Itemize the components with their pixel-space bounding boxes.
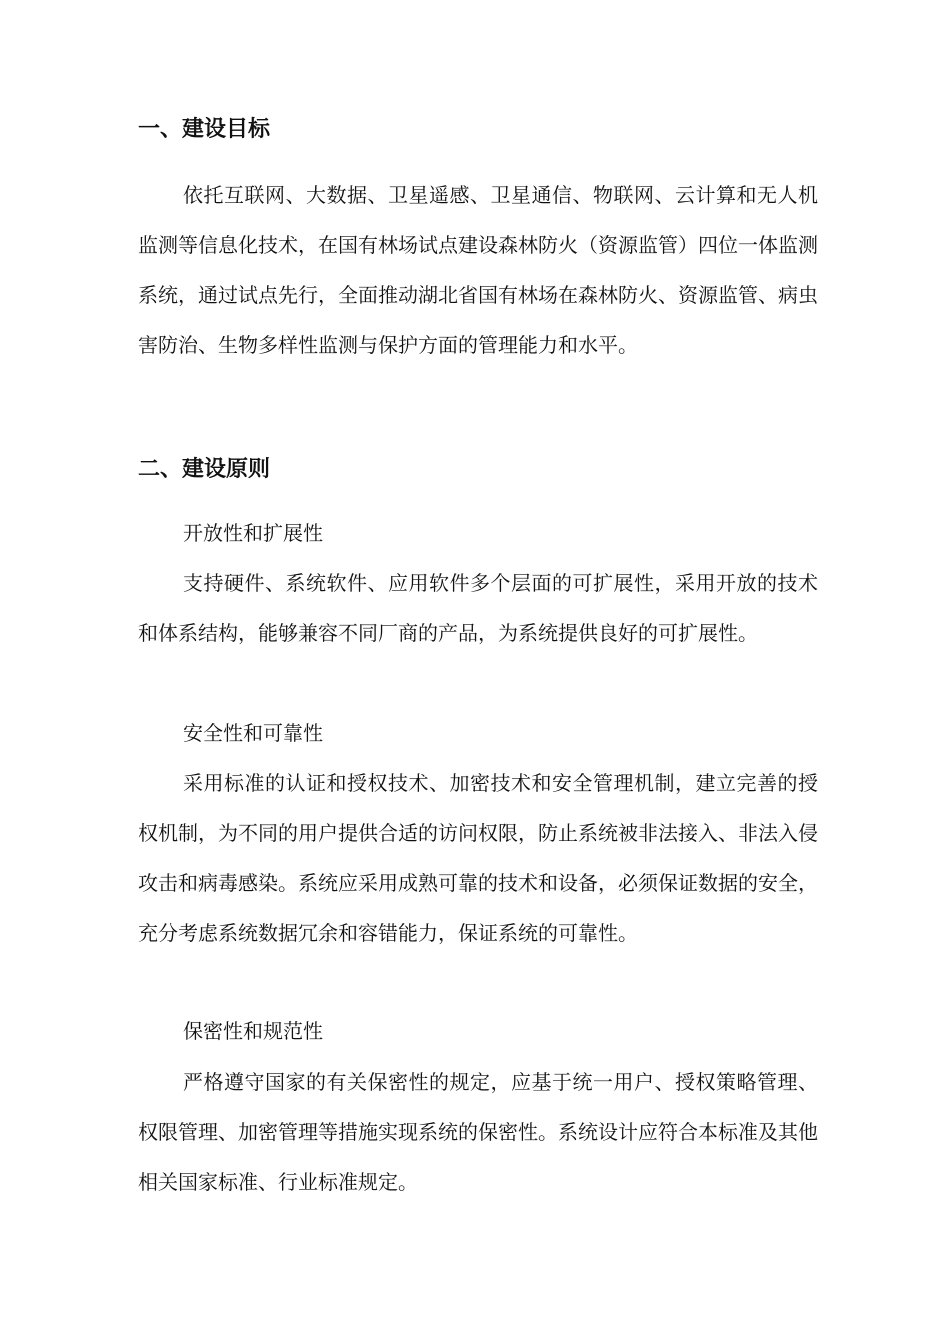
section-heading-goals: 一、建设目标 (138, 117, 271, 142)
document-page (138, 0, 818, 1344)
section-heading-principles: 二、建设原则 (138, 457, 271, 482)
principle-title-confidentiality: 保密性和规范性 (183, 1019, 323, 1043)
principle-title-security: 安全性和可靠性 (183, 721, 323, 745)
principle-body-security: 采用标准的认证和授权技术、加密技术和安全管理机制，建立完善的授权机制，为不同的用户提供合适的访问权限，防止系统被非法接入、非法入侵攻击和病毒感染。系统应采用成熟可靠的技术和设备，必须保证数据的安全，充分考虑系统数据冗余和容错能力，保证系统的可靠性。 (138, 771, 818, 945)
goals-paragraph: 依托互联网、大数据、卫星遥感、卫星通信、物联网、云计算和无人机监测等信息化技术，在国有林场试点建设森林防火（资源监管）四位一体监测系统，通过试点先行，全面推动湖北省国有林场在森林防火、资源监管、病虫害防治、生物多样性监测与保护方面的管理能力和水平。 (138, 183, 818, 357)
principle-body-openness: 支持硬件、系统软件、应用软件多个层面的可扩展性，采用开放的技术和体系结构，能够兼容不同厂商的产品，为系统提供良好的可扩展性。 (138, 571, 818, 645)
principle-body-confidentiality: 严格遵守国家的有关保密性的规定，应基于统一用户、授权策略管理、权限管理、加密管理等措施实现系统的保密性。系统设计应符合本标准及其他相关国家标准、行业标准规定。 (138, 1070, 818, 1194)
principle-title-openness: 开放性和扩展性 (183, 521, 323, 545)
